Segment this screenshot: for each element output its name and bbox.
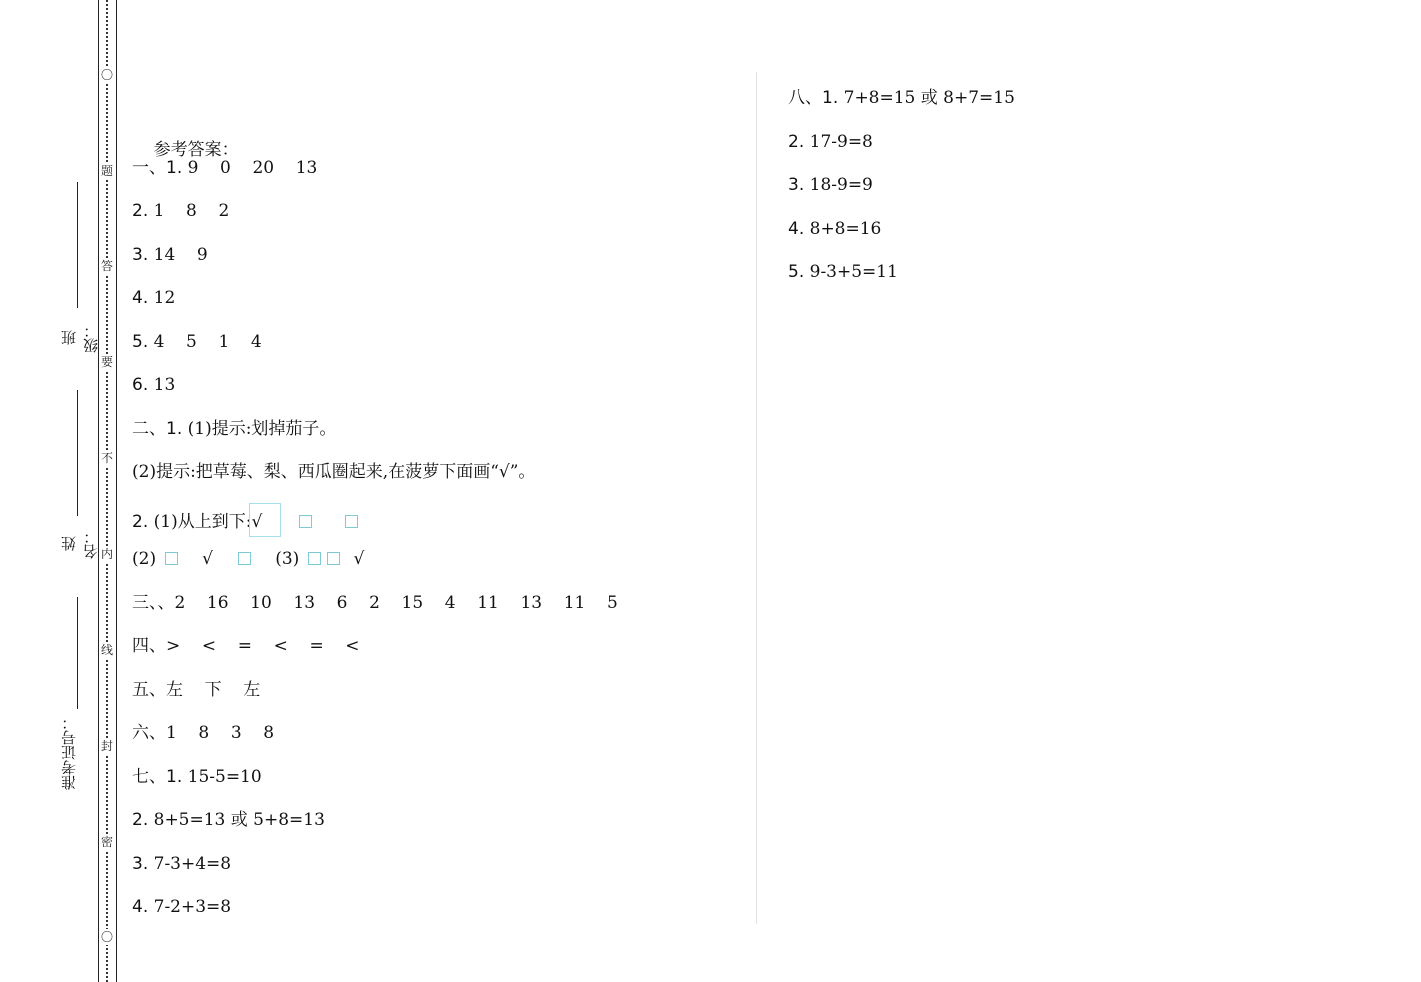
section-7-q1: 七、1. 15-5=10 — [132, 766, 262, 787]
section-1-q2: 2. 1 8 2 — [132, 201, 230, 221]
answer-box — [308, 552, 321, 565]
exam-no-write-line — [77, 597, 78, 709]
seal-char: 密 — [100, 835, 113, 849]
section-5: 五、左 下 左 — [132, 679, 261, 700]
seal-char: 〇 — [100, 930, 113, 944]
section-7-q2: 2. 8+5=13 或 5+8=13 — [132, 810, 325, 830]
column-divider — [756, 72, 757, 924]
seal-char: 内 — [100, 547, 113, 561]
class-label: 班级： — [60, 323, 100, 353]
section-8-q1: 八、1. 7+8=15 或 8+7=15 — [788, 88, 1015, 108]
answer-box — [327, 552, 340, 565]
name-label: 姓名： — [60, 529, 100, 559]
section-8-q2: 2. 17-9=8 — [788, 131, 873, 152]
seal-char: 线 — [100, 643, 113, 657]
seal-char: 答 — [100, 259, 113, 273]
section-8-q4: 4. 8+8=16 — [788, 218, 882, 239]
section-2-q2-part2: (2) √ (3) √ — [132, 549, 365, 569]
seal-rule-outer — [98, 0, 99, 982]
section-4: 四、> < = < = < — [132, 636, 360, 656]
class-write-line — [77, 182, 78, 308]
answer-column-left — [132, 111, 742, 938]
section-7-q4: 4. 7-2+3=8 — [132, 897, 232, 917]
seal-char: 要 — [100, 355, 113, 369]
section-2-q1-part2: (2)提示:把草莓、梨、西瓜圈起来,在菠萝下面画“√”。 — [132, 462, 536, 482]
name-write-line — [77, 390, 78, 516]
section-1-q5: 5. 4 5 1 4 — [132, 331, 262, 352]
section-1-q3: 3. 14 9 — [132, 244, 208, 265]
section-2-q2: 2. (1)从上到下:√ — [132, 503, 742, 547]
binding-strip — [0, 0, 125, 982]
seal-char: 题 — [100, 164, 113, 178]
section-1-q4: 4. 12 — [132, 288, 176, 308]
exam-no-label: 准考证号： — [60, 715, 78, 791]
section-7-q3: 3. 7-3+4=8 — [132, 853, 232, 874]
answer-box — [165, 552, 178, 565]
seal-char: 〇 — [100, 68, 113, 82]
seal-char: 不 — [100, 451, 113, 465]
answer-box — [345, 515, 358, 528]
section-1-q6: 6. 13 — [132, 375, 176, 395]
section-2-q1: 二、1. (1)提示:划掉茄子。 — [132, 418, 337, 439]
answer-box — [299, 515, 312, 528]
answers-heading: 参考答案： — [153, 140, 239, 160]
section-1-q1: 一、1. 9 0 20 13 — [132, 157, 318, 178]
section-3: 三、、2 16 10 13 6 2 15 4 11 13 11 5 — [132, 592, 618, 613]
answer-column-right — [788, 85, 1388, 303]
section-8-q5: 5. 9-3+5=11 — [788, 262, 898, 282]
answer-box — [238, 552, 251, 565]
seal-rule-inner — [116, 0, 117, 982]
seal-char: 封 — [100, 739, 113, 753]
section-8-q3: 3. 18-9=9 — [788, 175, 873, 195]
section-6: 六、1 8 3 8 — [132, 723, 275, 743]
